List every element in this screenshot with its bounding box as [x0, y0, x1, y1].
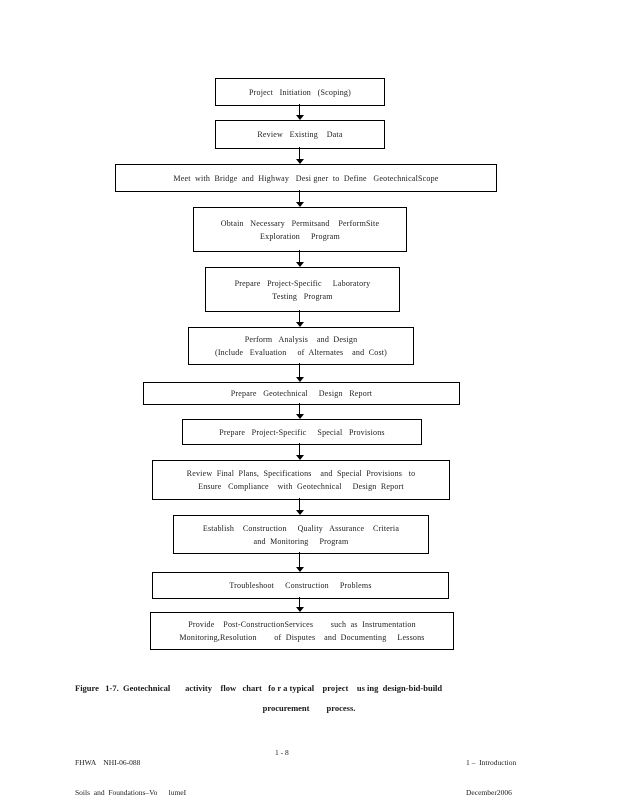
flow-down-arrow-icon [295, 250, 304, 267]
flow-down-arrow-icon [295, 552, 304, 572]
box-post-construction-services [150, 612, 454, 650]
flow-down-arrow-icon [295, 147, 304, 164]
box-text: Prepare Project-Specific Special Provisions [219, 427, 385, 437]
box-text: Obtain Necessary Permitsand PerformSite [220, 218, 380, 228]
box-text: Troubleshoot Construction Problems [229, 581, 372, 590]
box-text: Monitoring,Resolution of Disputes and Documenting Lessons [179, 633, 425, 642]
box-text: Exploration Program [260, 231, 340, 241]
box-text: Ensure Compliance with Geotechnical Design Report [198, 482, 404, 491]
flow-down-arrow-icon [295, 403, 304, 419]
box-text: Review Final Plans, Specifications and Special Provisions to [186, 469, 416, 478]
flow-down-arrow-icon [295, 190, 304, 207]
footer-page-number: 1 - 8 [275, 748, 289, 757]
box-text: Perform Analysis and Design [244, 335, 358, 344]
box-project-initiation [215, 78, 385, 106]
footer-doc-title: Soils and Foundations–Vo lumeI [75, 788, 187, 797]
arrow-stem [299, 250, 301, 262]
footer-chapter-label: 1 – Introduction [466, 758, 517, 767]
box-review-existing-data [215, 120, 385, 149]
arrow-stem [299, 597, 301, 607]
box-analysis-and-design [188, 327, 414, 365]
arrow-stem [299, 403, 301, 414]
figure-caption-line-2: procurement process. [262, 703, 356, 713]
box-text: Review Existing Data [257, 130, 343, 139]
footer-doc-number: FHWA NHI-06-088 [75, 758, 141, 767]
arrow-stem [299, 443, 301, 455]
flow-down-arrow-icon [295, 310, 304, 327]
box-meet-designer-define-scope [115, 164, 497, 192]
box-text: Meet with Bridge and Highway Desi gner to Define GeotechnicalScope [173, 173, 439, 183]
figure-caption-line-1: Figure 1-7. Geotechnical activity flow chart fo r a typical project us ing design-bid-build [75, 683, 443, 693]
box-text: and Monitoring Program [253, 536, 349, 546]
box-laboratory-testing-program [205, 267, 400, 312]
flow-down-arrow-icon [295, 597, 304, 612]
box-special-provisions [182, 419, 422, 445]
flow-down-arrow-icon [295, 498, 304, 515]
box-geotechnical-design-report [143, 382, 460, 405]
arrow-stem [299, 363, 301, 377]
box-text: Establish Construction Quality Assurance Criteria [202, 523, 400, 533]
footer-date: December2006 [466, 788, 512, 797]
box-text: (Include Evaluation of Alternates and Cost) [214, 348, 388, 357]
flow-down-arrow-icon [295, 363, 304, 382]
box-text: Provide Post-ConstructionServices such as Instrumentation [188, 620, 416, 629]
footer-left-block [75, 738, 186, 800]
arrow-stem [299, 552, 301, 567]
box-text: Prepare Project-Specific Laboratory [234, 278, 371, 288]
box-text: Prepare Geotechnical Design Report [230, 389, 373, 398]
arrow-stem [299, 104, 301, 115]
box-troubleshoot-construction [152, 572, 449, 599]
arrow-stem [299, 147, 301, 159]
footer-right-block [466, 738, 516, 800]
box-review-final-plans [152, 460, 450, 500]
flow-down-arrow-icon [295, 104, 304, 120]
flow-down-arrow-icon [295, 443, 304, 460]
arrow-stem [299, 310, 301, 322]
box-construction-qa-criteria [173, 515, 429, 554]
arrow-stem [299, 498, 301, 510]
box-permits-site-exploration [193, 207, 407, 252]
arrow-stem [299, 190, 301, 202]
box-text: Testing Program [272, 291, 333, 301]
box-text: Project Initiation (Scoping) [249, 87, 351, 97]
